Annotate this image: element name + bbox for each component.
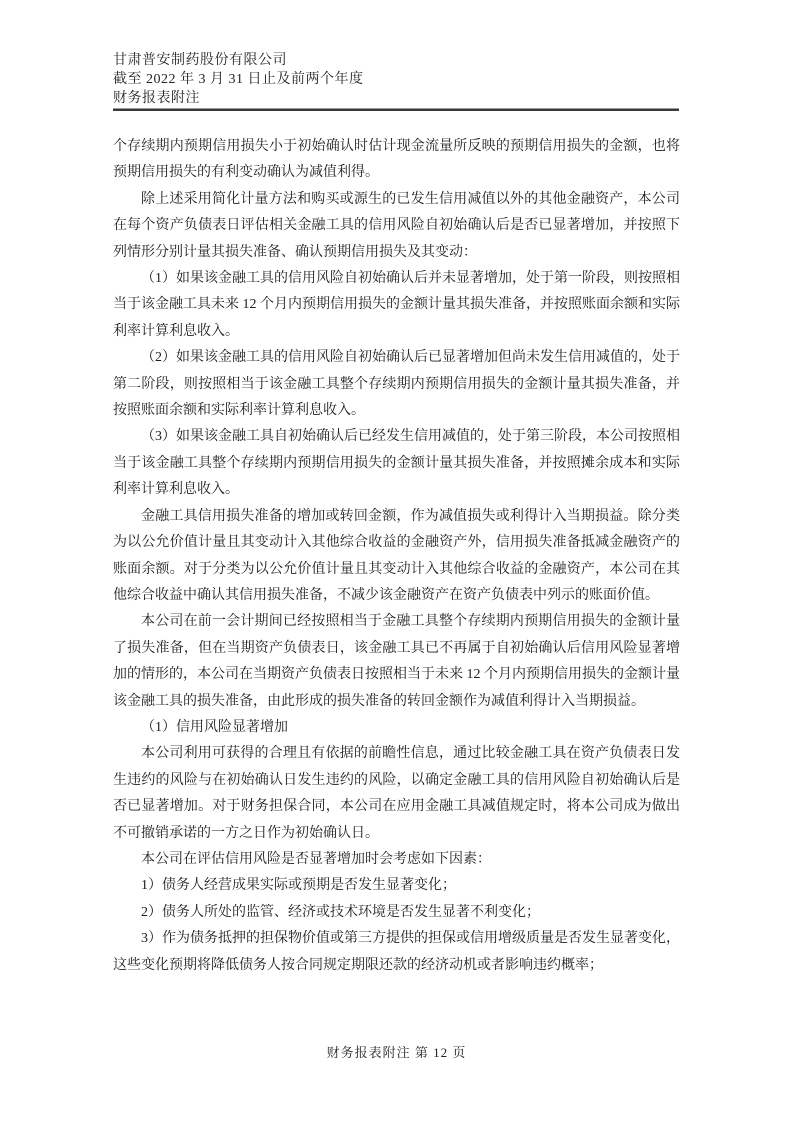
- page-footer: [0, 1042, 793, 1061]
- body-paragraph: 1）债务人经营成果实际或预期是否发生显著变化；: [141, 878, 456, 894]
- header-doc-title: 财务报表附注: [113, 91, 200, 106]
- document-body: [113, 134, 680, 979]
- page-header: [113, 51, 679, 108]
- body-paragraph: 金融工具信用损失准备的增加或转回金额，作为减值损失或利得计入当期损益。除分类为以公允价值计量且其变动计入其他综合收益的金融资产外，信用损失准备抵减金融资产的账面余额。对于分类为以公允价值计量且其变动计入其他综合收益的金融资产，本公司在其他综合收益中确认其信用损失准备，不减少该金融资产在资产负债表中列示的账面价值。: [113, 508, 680, 603]
- body-paragraph: 个存续期内预期信用损失小于初始确认时估计现金流量所反映的预期信用损失的金额，也将预期信用损失的有利变动确认为减值利得。: [113, 139, 680, 181]
- header-period-line: 截至 2022 年 3 月 31 日止及前两个年度: [113, 72, 364, 87]
- body-paragraph: （2）如果该金融工具的信用风险自初始确认后已显著增加但尚未发生信用减值的，处于第二阶段，则按照相当于该金融工具整个存续期内预期信用损失的金额计量其损失准备，并按照账面余额和实际利率计算利息收入。: [113, 350, 680, 419]
- header-divider: [113, 108, 679, 111]
- body-paragraph: 3）作为债务抵押的担保物价值或第三方提供的担保或信用增级质量是否发生显著变化，这些变化预期将降低债务人按合同规定期限还款的经济动机或者影响违约概率；: [113, 931, 680, 973]
- body-paragraph: （1）信用风险显著增加: [141, 719, 288, 735]
- body-paragraph: 本公司在前一会计期间已经按照相当于金融工具整个存续期内预期信用损失的金额计量了损失准备，但在当期资产负债表日，该金融工具已不再属于自初始确认后信用风险显著增加的情形的，本公司在当期资产负债表日按照相当于未来 12 个月内预期信用损失的金额计量该金融工具的损失准备，由此形成的损失准备的转回金额作为减值利得计入当期损益。: [113, 614, 680, 709]
- body-paragraph: 除上述采用简化计量方法和购买或源生的已发生信用减值以外的其他金融资产，本公司在每个资产负债表日评估相关金融工具的信用风险自初始确认后是否已显著增加，并按照下列情形分别计量其损失准备、确认预期信用损失及其变动：: [113, 191, 680, 260]
- body-paragraph: 2）债务人所处的监管、经济或技术环境是否发生显著不利变化；: [141, 904, 540, 920]
- header-company-name: 甘肃普安制药股份有限公司: [113, 53, 287, 68]
- body-paragraph: 本公司利用可获得的合理且有依据的前瞻性信息，通过比较金融工具在资产负债表日发生违约的风险与在初始确认日发生违约的风险，以确定金融工具的信用风险自初始确认后是否已显著增加。对于财务担保合同，本公司在应用金融工具减值规定时，将本公司成为做出不可撤销承诺的一方之日作为初始确认日。: [113, 746, 680, 841]
- body-paragraph: 本公司在评估信用风险是否显著增加时会考虑如下因素：: [141, 851, 491, 867]
- body-paragraph: （1）如果该金融工具的信用风险自初始确认后并未显著增加，处于第一阶段，则按照相当于该金融工具未来 12 个月内预期信用损失的金额计量其损失准备，并按照账面余额和实际利率计算利息收入。: [113, 271, 680, 339]
- footer-page-label: 财务报表附注 第 12 页: [326, 1045, 467, 1060]
- body-paragraph: （3）如果该金融工具自初始确认后已经发生信用减值的，处于第三阶段，本公司按照相当于该金融工具整个存续期内预期信用损失的金额计量其损失准备，并按照摊余成本和实际利率计算利息收入。: [113, 429, 680, 498]
